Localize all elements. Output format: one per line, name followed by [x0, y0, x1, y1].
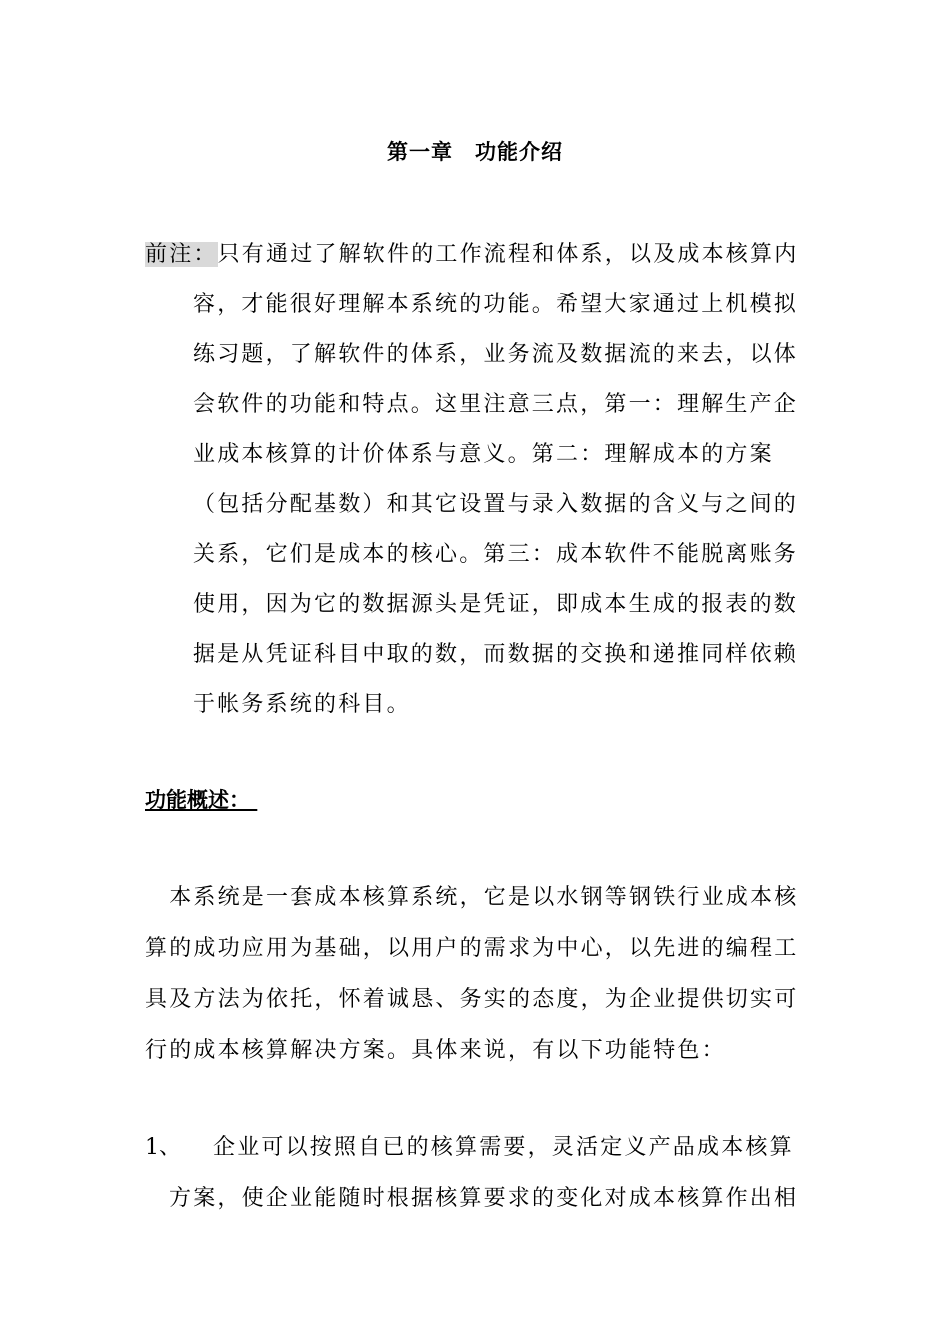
preface-line: 容，才能很好理解本系统的功能。希望大家通过上机模拟	[193, 292, 799, 317]
preface-line: 据是从凭证科目中取的数，而数据的交换和递推同样依赖	[193, 642, 799, 667]
preface-line: 业成本核算的计价体系与意义。第二：理解成本的方案	[193, 442, 774, 467]
list-item-line: 方案，使企业能随时根据核算要求的变化对成本核算作出相	[169, 1186, 799, 1211]
overview-line: 本系统是一套成本核算系统，它是以水钢等钢铁行业成本核	[145, 885, 799, 910]
preface-paragraph	[145, 230, 810, 730]
chapter-title: 第一章 功能介绍	[387, 139, 563, 164]
preface-line	[145, 230, 810, 280]
list-item	[145, 1122, 810, 1224]
overview-paragraph	[145, 872, 810, 1076]
preface-line: 关系，它们是成本的核心。第三：成本软件不能脱离账务	[193, 542, 799, 567]
preface-line: 练习题，了解软件的体系，业务流及数据流的来去，以体	[193, 342, 799, 367]
list-item-number: 1、	[145, 1135, 181, 1160]
overview-line: 行的成本核算解决方案。具体来说，有以下功能特色：	[145, 1038, 726, 1063]
preface-line: 于帐务系统的科目。	[193, 692, 411, 717]
list-item-text: 企业可以按照自已的核算需要，灵活定义产品成本核算	[213, 1135, 794, 1160]
section-heading: 功能概述：	[145, 787, 258, 812]
preface-line: 使用，因为它的数据源头是凭证，即成本生成的报表的数	[193, 592, 799, 617]
overview-line: 算的成功应用为基础，以用户的需求为中心，以先进的编程工	[145, 936, 799, 961]
list-item-first-line	[145, 1122, 810, 1173]
preface-label: 前注：	[145, 242, 218, 267]
preface-line: 会软件的功能和特点。这里注意三点，第一：理解生产企	[193, 392, 799, 417]
preface-text: 只有通过了解软件的工作流程和体系，以及成本核算内	[217, 242, 799, 267]
preface-line: （包括分配基数）和其它设置与录入数据的含义与之间的	[193, 492, 799, 517]
overview-line: 具及方法为依托，怀着诚恳、务实的态度，为企业提供切实可	[145, 987, 799, 1012]
